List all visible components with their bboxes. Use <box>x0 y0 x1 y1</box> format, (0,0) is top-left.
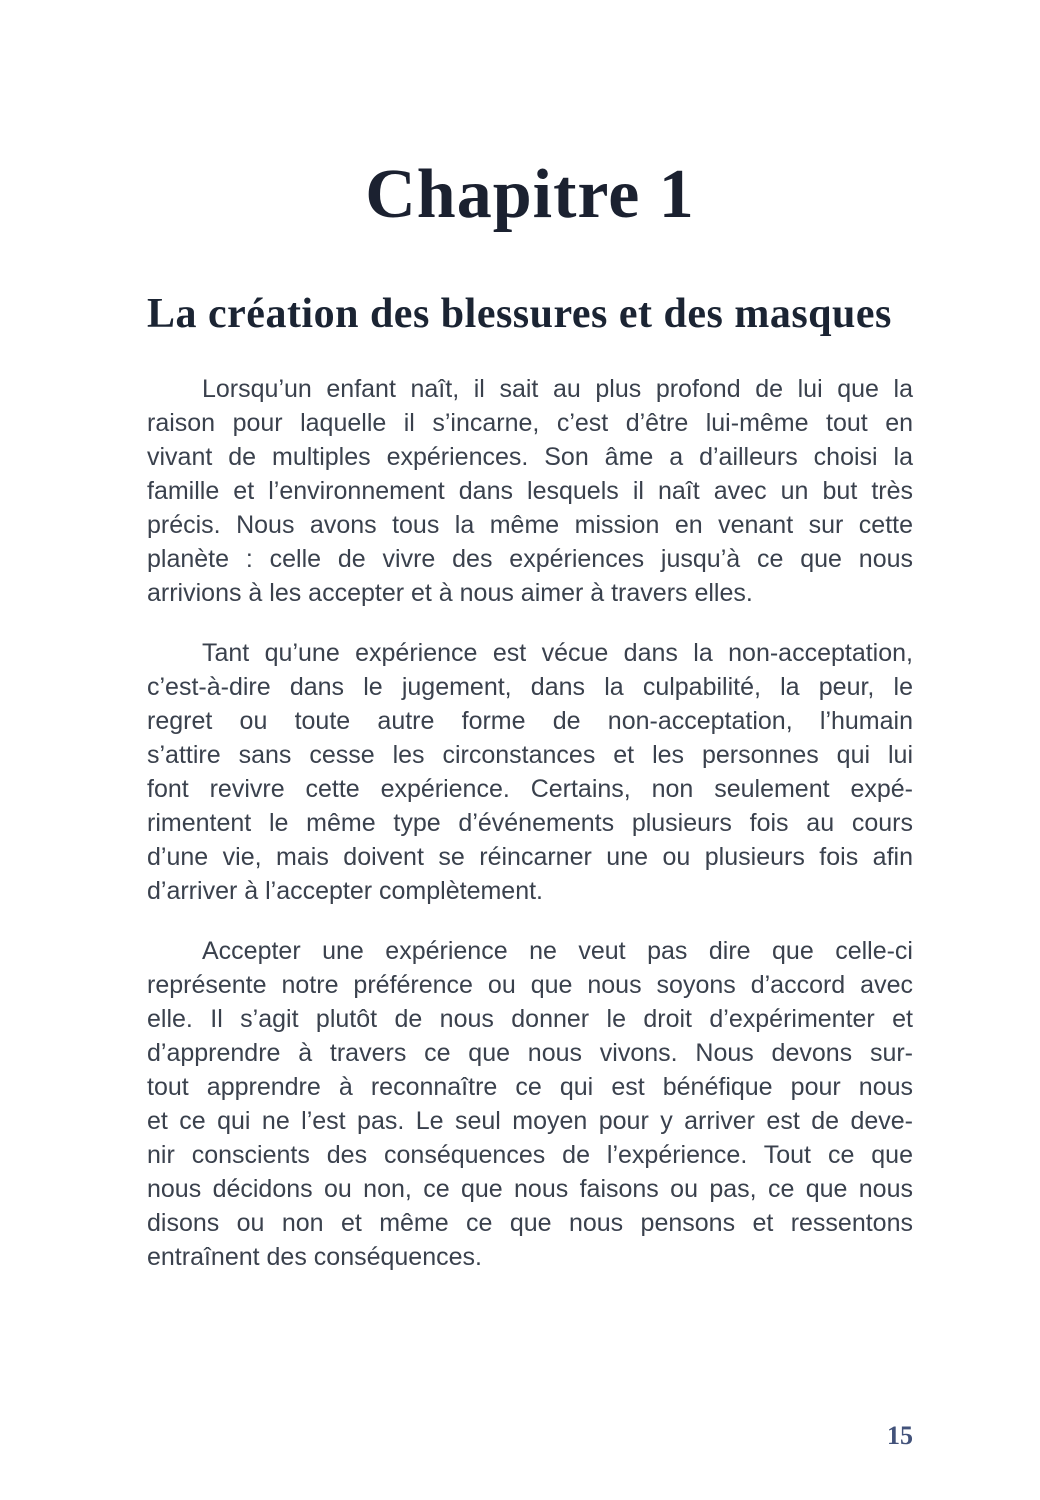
text-line: entraînent des conséquences. <box>147 1243 482 1272</box>
body-text <box>147 372 913 1274</box>
text-line: elle. Il s’agit plutôt de nous donner le droit d’expérimenter et <box>147 1005 913 1034</box>
page-number: 15 <box>887 1421 913 1450</box>
section-heading: La création des blessures et des masques <box>147 291 892 337</box>
text-line: font revivre cette expérience. Certains, non seulement expé- <box>147 775 913 804</box>
text-line: nir conscients des conséquences de l’expérience. Tout ce que <box>147 1141 913 1170</box>
chapter-title: Chapitre 1 <box>365 156 695 233</box>
paragraph-2 <box>147 636 913 908</box>
text-line: raison pour laquelle il s’incarne, c’est d’être lui-même tout en <box>147 409 913 438</box>
text-line: vivant de multiples expériences. Son âme a d’ailleurs choisi la <box>147 443 913 472</box>
text-line: famille et l’environnement dans lesquels il naît avec un but très <box>147 477 913 506</box>
paragraph-3 <box>147 934 913 1274</box>
text-line: représente notre préférence ou que nous soyons d’accord avec <box>147 971 913 1000</box>
text-line: d’une vie, mais doivent se réincarner une ou plusieurs fois afin <box>147 843 913 872</box>
text-line: d’apprendre à travers ce que nous vivons. Nous devons sur- <box>147 1039 913 1068</box>
text-line: et ce qui ne l’est pas. Le seul moyen pour y arriver est de deve- <box>147 1107 913 1136</box>
text-line: Accepter une expérience ne veut pas dire que celle-ci <box>202 937 913 966</box>
text-line: Tant qu’une expérience est vécue dans la non-acceptation, <box>202 639 913 668</box>
text-line: rimentent le même type d’événements plusieurs fois au cours <box>147 809 913 838</box>
text-line: arrivions à les accepter et à nous aimer à travers elles. <box>147 579 753 608</box>
text-line: c’est-à-dire dans le jugement, dans la culpabilité, la peur, le <box>147 673 913 702</box>
text-line: disons ou non et même ce que nous pensons et ressentons <box>147 1209 913 1238</box>
text-line: tout apprendre à reconnaître ce qui est bénéfique pour nous <box>147 1073 913 1102</box>
text-line: Lorsqu’un enfant naît, il sait au plus profond de lui que la <box>202 375 913 404</box>
text-line: s’attire sans cesse les circonstances et les personnes qui lui <box>147 741 913 770</box>
text-line: d’arriver à l’accepter complètement. <box>147 877 543 906</box>
text-line: planète : celle de vivre des expériences jusqu’à ce que nous <box>147 545 913 574</box>
text-line: regret ou toute autre forme de non-acceptation, l’humain <box>147 707 913 736</box>
text-line: précis. Nous avons tous la même mission en venant sur cette <box>147 511 913 540</box>
paragraph-1 <box>147 372 913 610</box>
text-line: nous décidons ou non, ce que nous faisons ou pas, ce que nous <box>147 1175 913 1204</box>
